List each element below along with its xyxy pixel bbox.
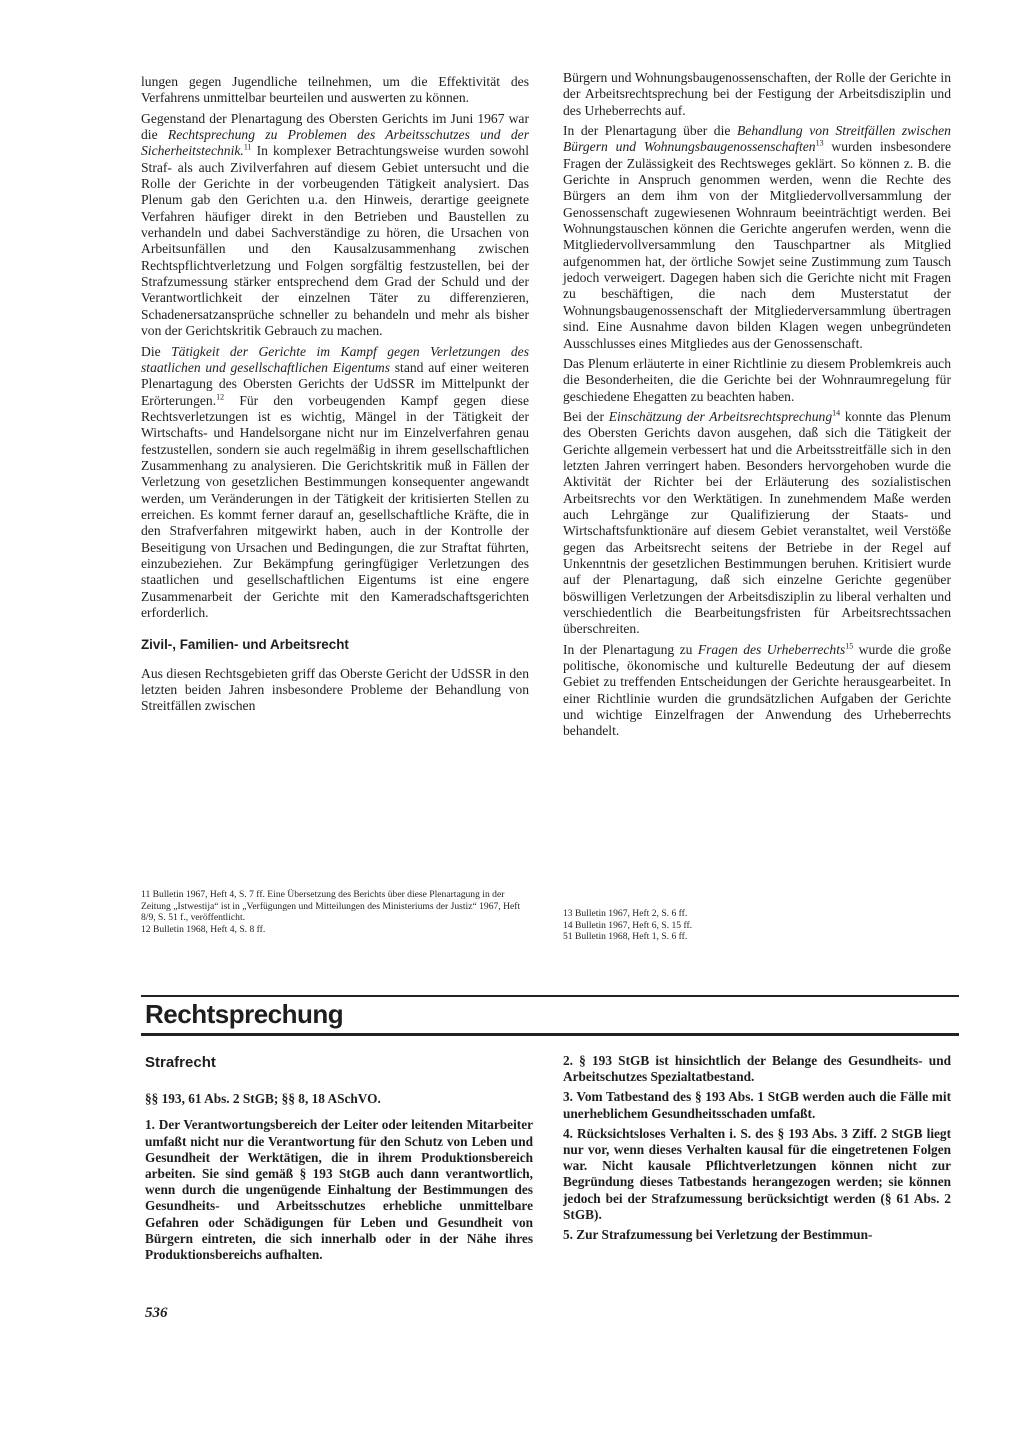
paragraph: Aus diesen Rechtsgebieten griff das Oberste Gericht der UdSSR in den letzten beiden Jahren insbesondere Probleme der Behandlung von Streitfällen zwischen xyxy=(141,665,529,714)
text-run: Für den vorbeugenden Kampf gegen diese Rechtsverletzungen ist es wichtig, Mängel in der Tätigkeit der Wirtschafts- und Handelsorgane nicht nur im Einzelverfahren genau festzustellen, sondern sie auch regelmäßig in ihrem gesellschaftlichen Zusammenhang zu analysieren. Die Gerichtskritik muß in Fällen der Verletzung von gesetzlichen Bestimmungen konsequenter angewandt werden, um Veränderungen in der Tätigkeit der kritisierten Stellen zu erreichen. Es kommt ferner darauf an, gesellschaftliche Kräfte, die in den Strafverfahren mitgewirkt haben, auch in der Kontrolle der Beseitigung von Ursachen und Bedingungen, die zur Straftat führten, einzubeziehen. Zur Bekämpfung geringfügiger Verletzungen des staatlichen und gesellschaftlichen Eigentums ist eine engere Zusammenarbeit der Gerichte mit den Kameradschaftsgerichten erforderlich. xyxy=(141,392,529,620)
paragraph xyxy=(141,74,529,107)
footnote: 14 Bulletin 1967, Heft 6, S. 15 ff. xyxy=(563,919,693,931)
text-run: stand auf einer weiteren Plenartagung des Obersten Gerichts der UdSSR im Mittelpunkt der Erörterungen. xyxy=(141,359,529,408)
ruling-left-column xyxy=(145,1055,533,1267)
paragraph xyxy=(563,123,951,352)
text-run: konnte das Plenum des Obersten Gerichts davon ausgehen, daß sich die Tätigkeit der Gerichte allgemein verbessert hat und die Arbeitsstreitfälle sich in den letzten Jahren verringert haben. Besonders hervorgehoben wurde die Aktivität der Richter bei der Erläuterung des sozialistischen Arbeitsrechts vor den Werktätigen. In zunehmendem Maße werden auch Lehrgänge zur Qualifizierung der Staats- und Wirtschaftsfunktionäre auf diesem Gebiet veranstaltet, weil Verstöße gegen das Arbeitsrecht seitens der Betriebe in der Regel auf Unkenntnis der gesetzlichen Bestimmungen beruhen. Kritisiert wurde auf der Plenartagung, daß sich einzelne Gerichte gegenüber böswilligen Verletzungen der Arbeitsdisziplin zu liberal verhalten und verschiedentlich die Bearbeitungsfristen für Arbeitsrechtssachen überschreiten. xyxy=(563,408,951,637)
left-column xyxy=(141,74,529,719)
paragraph xyxy=(563,642,951,740)
footnotes-left xyxy=(141,889,529,935)
text-run: Bürgern und Wohnungsbaugenossenschaften, der Rolle der Gerichte in der Arbeitsrechtsprechung bei der Festigung der Arbeitsdisziplin und des Urheberrechts auf. xyxy=(563,70,951,118)
emphasis-text: Tätigkeit der Gerichte im Kampf gegen Verletzungen des staatlichen und gesellschaftlichen Eigentums xyxy=(141,343,529,375)
emphasis-text: Behandlung von Streitfällen zwischen Bürgern und Wohnungsbaugenossenschaften xyxy=(563,123,951,155)
footnote: 12 Bulletin 1968, Heft 4, S. 8 ff. xyxy=(141,923,266,935)
ruling-point: 5. Zur Strafzumessung bei Verletzung der Bestimmun- xyxy=(563,1227,873,1243)
ruling-point: 2. § 193 StGB ist hinsichtlich der Belange des Gesundheits- und Arbeitschutzes Spezialtatbestand. xyxy=(563,1053,951,1085)
footnotes-right xyxy=(563,908,951,943)
emphasis-text: Rechtsprechung zu Problemen des Arbeitsschutzes und der Sicherheitstechnik. xyxy=(141,127,529,159)
text-run: lungen gegen Jugendliche teilnehmen, um die Effektivität des Verfahrens unmittelbar beurteilen und auswerten zu können. xyxy=(141,74,529,106)
paragraph xyxy=(141,111,529,340)
text-run: Das Plenum erläuterte in einer Richtlinie zu diesem Problemkreis auch die Besonderheiten, die die Gerichte bei der Wohnraumregelung für geschiedene Ehegatten zu beachten haben. xyxy=(563,355,951,404)
emphasis-text: Fragen des Urheberrechts xyxy=(697,641,846,657)
text-run: wurde die große politische, ökonomische und kulturelle Bedeutung der auf diesem Gebiet zu treffenden Entscheidungen der Gerichte herausgearbeitet. In einer Richtlinie wurden die grundsätzlichen Aufgaben der Gerichte und wichtige Einzelfragen der Anwendung des Urheberrechts behandelt. xyxy=(563,641,951,739)
text-run: Die xyxy=(141,343,172,359)
ruling-point: 4. Rücksichtsloses Verhalten i. S. des § 193 Abs. 3 Ziff. 2 StGB liegt nur vor, wenn dieses Verhalten kausal für die eingetretenen Folgen war. Nicht kausale Pflichtverletzungen können nicht zur Begründung dieses Tatbestands herangezogen werden; sie können jedoch bei der Strafzumessung berücksichtigt werden (§ 61 Abs. 2 StGB). xyxy=(563,1125,951,1222)
norm-reference: §§ 193, 61 Abs. 2 StGB; §§ 8, 18 ASchVO. xyxy=(145,1091,381,1107)
text-run: In der Plenartagung über die xyxy=(563,123,737,139)
section-title: Rechtsprechung xyxy=(145,999,344,1029)
footnote: 13 Bulletin 1967, Heft 2, S. 6 ff. xyxy=(563,908,688,919)
section-underline xyxy=(141,1033,959,1036)
paragraph xyxy=(563,356,951,405)
paragraph xyxy=(141,344,529,622)
footnote-marker: 14 xyxy=(832,408,841,418)
ruling-right-column xyxy=(563,1053,951,1247)
text-run: wurden insbesondere Fragen der Zulässigkeit des Rechtsweges geklärt. So können z. B. die Gerichte in Anspruch genommen werden, wenn die Rechte des Bürgers an dem ihm von der Mitgliedervollversammlung der Genossenschaft zugewiesenen Wohnraum beeinträchtigt werden. Bei Wohnungstauschen können die Gerichte angerufen werden, wenn die Mitgliedervollversammlung den Tauschpartner als Mitglied aufgenommen hat, der örtliche Sowjet seine Zustimmung zum Tausch jedoch verweigert. Dagegen haben sich die Gerichte nicht mit Fragen zu beschäftigen, die nach dem Musterstatut der Wohnungsbaugenossenschaft der Mitgliederversammlung übertragen sind. Eine Ausnahme davon bilden Klagen wegen unbegründeten Ausschlusses eines Mitgliedes aus der Genossenschaft. xyxy=(563,139,951,351)
footnote-marker: 13 xyxy=(815,138,824,148)
subsection-heading: Strafrecht xyxy=(145,1054,216,1071)
right-column xyxy=(563,70,951,744)
page-number: 536 xyxy=(145,1305,168,1321)
text-run: In komplexer Betrachtungsweise wurden sowohl Straf- als auch Zivilverfahren auf diesem Gebiet untersucht und die Rolle der Gerichte in der vorbeugenden Tätigkeit analysiert. Das Plenum gab den Gerichten u.a. den Hinweis, derartige geeignete Verfahren häufiger direkt in den Betrieben und Baustellen zu verhandeln und dabei Sachverständige zu hören, die Ursachen von Arbeitsunfällen und den Kausalzusammenhang zwischen Rechtspflichtverletzung und Folgen sorgfältig festzustellen, bei der Strafzumessung stärker entsprechend dem Grad der Schuld und der Verantwortlichkeit der einzelnen Täter zu differenzieren, Schadenersatzansprüche schneller zu behandeln und mehr als bisher von der Gerichtskritik Gebrauch zu machen. xyxy=(141,143,529,339)
footnote-marker: 11 xyxy=(243,142,252,152)
footnote: 11 Bulletin 1967, Heft 4, S. 7 ff. Eine Übersetzung des Berichts über diese Plenartagung in der Zeitung „Istwestija“ ist in „Verfügungen und Mitteilungen des Ministeriums der Justiz“ 1967, Heft 8/9, S. 51 f., veröffentlicht. xyxy=(141,889,521,924)
footnote: 51 Bulletin 1968, Heft 1, S. 6 ff. xyxy=(563,931,688,943)
footnote-marker: 15 xyxy=(845,641,854,651)
footnote-marker: 12 xyxy=(216,392,225,401)
paragraph xyxy=(563,409,951,638)
text-run: In der Plenartagung zu xyxy=(563,641,698,657)
emphasis-text: Einschätzung der Arbeitsrechtsprechung xyxy=(608,408,833,424)
text-run: Gegenstand der Plenartagung des Obersten Gerichts im Juni 1967 war die xyxy=(141,110,529,143)
subheading-zivilrecht: Zivil-, Familien- und Arbeitsrecht xyxy=(141,637,349,653)
paragraph xyxy=(563,70,951,119)
ruling-point: 3. Vom Tatbestand des § 193 Abs. 1 StGB werden auch die Fälle mit unerheblichem Gesundheitsschaden umfaßt. xyxy=(563,1089,951,1121)
ruling-point: 1. Der Verantwortungsbereich der Leiter oder leitenden Mitarbeiter umfaßt nicht nur die Verantwortung für den Schutz von Leben und Gesundheit der Werktätigen, die in ihrem Produktionsbereich arbeiten. Sie sind gemäß § 193 StGB auch dann verantwortlich, wenn durch die ungenügende Einhaltung der Bestimmungen des Gesundheits- und Arbeitsschutzes erhebliche unmittelbare Gefahren oder Schädigungen für Leben und Gesundheit von Bürgern eintreten, die sich innerhalb oder in der Nähe ihres Produktionsbereichs aufhalten. xyxy=(145,1117,533,1263)
text-run: Bei der xyxy=(563,408,609,424)
